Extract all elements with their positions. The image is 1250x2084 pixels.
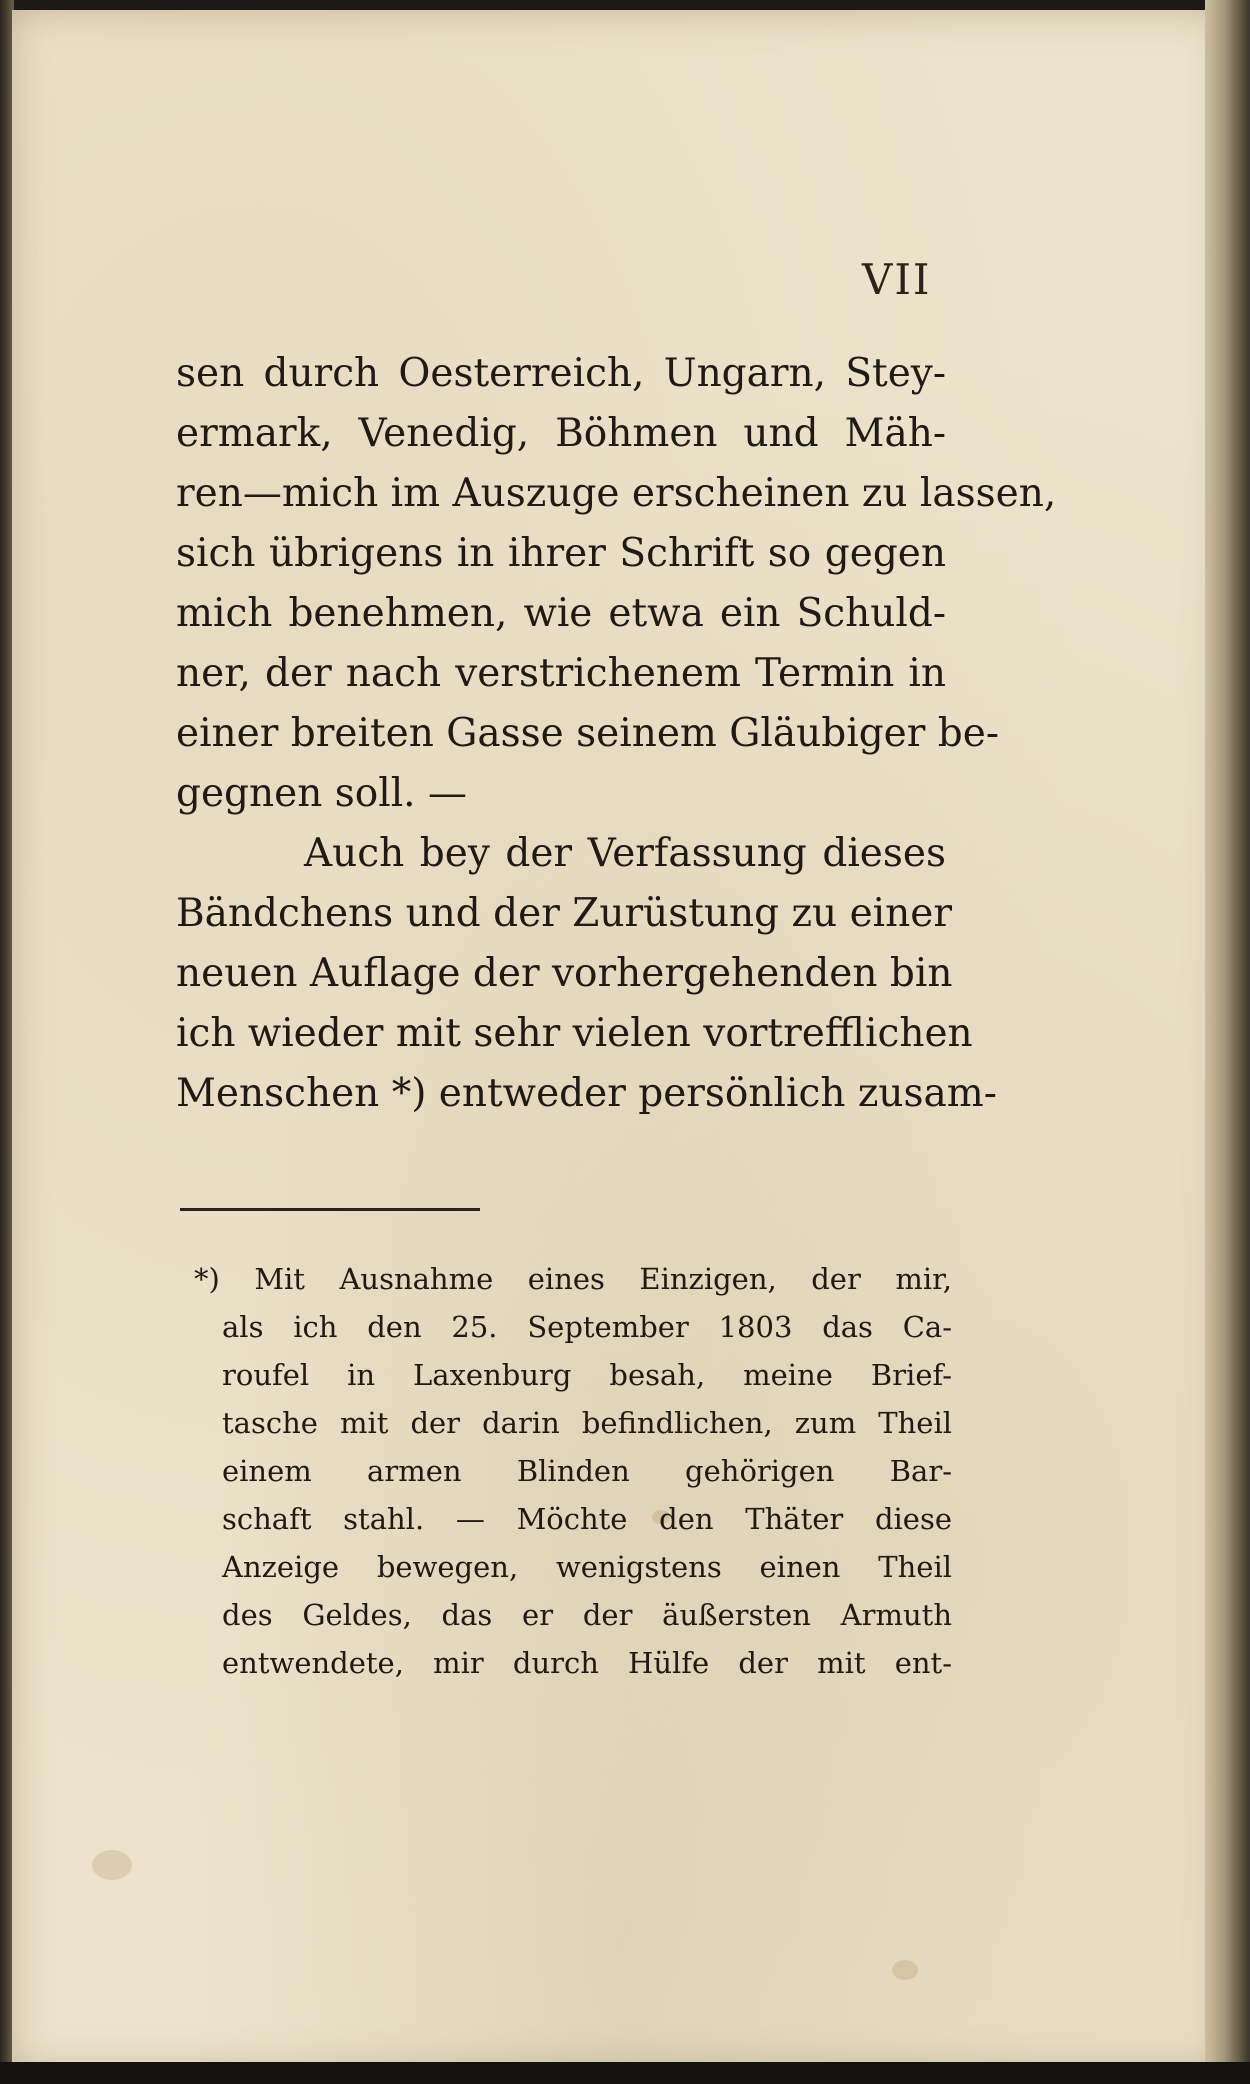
footnote-line: Anzeige bewegen, wenigstens einen Theil bbox=[222, 1550, 952, 1584]
body-line: sen durch Oesterreich, Ungarn, Stey- bbox=[176, 351, 946, 396]
footnote-line: *) Mit Ausnahme eines Einzigen, der mir, bbox=[194, 1262, 952, 1296]
body-line: ich wieder mit sehr vielen vortrefflichen bbox=[176, 1011, 973, 1056]
footnote-line: schaft stahl. — Möchte den Thäter diese bbox=[222, 1502, 952, 1536]
scan-background bbox=[0, 2062, 1250, 2084]
paper-stain bbox=[92, 1850, 132, 1880]
body-line: Auch bey der Verfassung dieses bbox=[304, 831, 946, 876]
body-line: ren—mich im Auszuge erscheinen zu lassen, bbox=[176, 471, 1057, 516]
footnote-line: roufel in Laxenburg besah, meine Brief- bbox=[222, 1358, 952, 1392]
footnote-line: als ich den 25. September 1803 das Ca- bbox=[222, 1310, 952, 1344]
paper-stain bbox=[892, 1960, 918, 1980]
body-line: ner, der nach verstrichenem Termin in bbox=[176, 651, 946, 696]
footnote-line: entwendete, mir durch Hülfe der mit ent- bbox=[222, 1646, 952, 1680]
body-line: Bändchens und der Zurüstung zu einer bbox=[176, 891, 952, 936]
body-line: ermark, Venedig, Böhmen und Mäh- bbox=[176, 411, 946, 456]
footnote-line: tasche mit der darin befindlichen, zum Theil bbox=[222, 1406, 952, 1440]
footnote-line: des Geldes, das er der äußersten Armuth bbox=[222, 1598, 952, 1632]
body-line: einer breiten Gasse seinem Gläubiger be- bbox=[176, 711, 1000, 756]
body-line: sich übrigens in ihrer Schrift so gegen bbox=[176, 531, 946, 576]
page-number: VII bbox=[862, 255, 932, 304]
footnote-line: einem armen Blinden gehörigen Bar- bbox=[222, 1454, 952, 1488]
body-line: gegnen soll. — bbox=[176, 771, 467, 816]
main-text-block bbox=[176, 344, 1057, 1124]
page-fore-edge bbox=[1205, 0, 1250, 2084]
body-line: neuen Auflage der vorhergehenden bin bbox=[176, 951, 953, 996]
body-line: Menschen *) entweder persönlich zusam- bbox=[176, 1071, 997, 1116]
footnote-separator-rule bbox=[180, 1208, 480, 1211]
footnote-block bbox=[194, 1255, 952, 1687]
body-line: mich benehmen, wie etwa ein Schuld- bbox=[176, 591, 946, 636]
